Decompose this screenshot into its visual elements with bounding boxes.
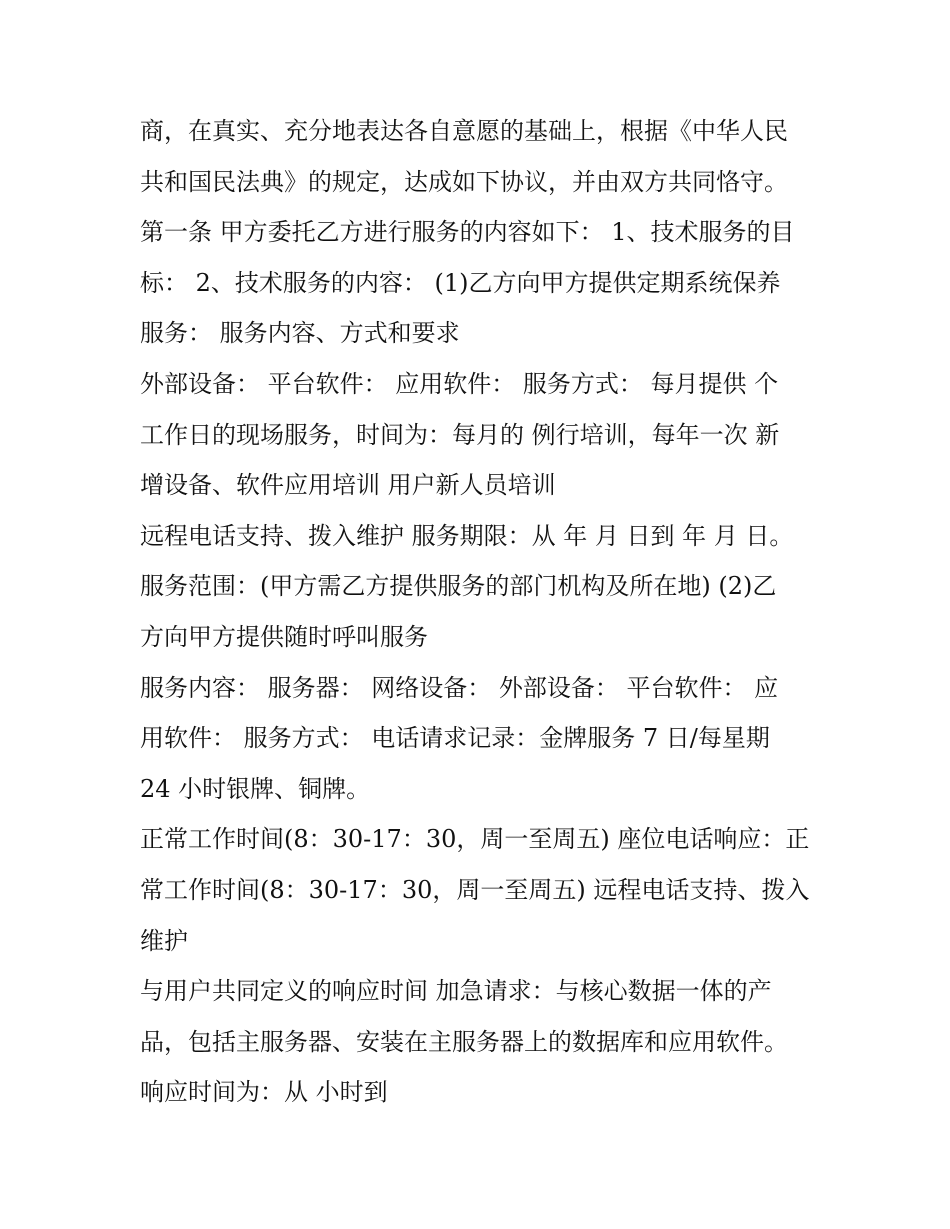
text-line-11: 方向甲方提供随时呼叫服务 [140,622,428,651]
text-line-8: 增设备、软件应用培训 用户新人员培训 [140,471,556,500]
text-line-14: 24 小时银牌、铜牌。 [140,774,371,803]
text-line-2: 共和国民法典》的规定，达成如下协议，并由双方共同恪守。 [140,167,788,196]
text-line-17: 维护 [140,926,188,955]
text-line-5: 服务： 服务内容、方式和要求 [140,319,460,348]
document-body [140,106,820,1118]
text-line-19: 品，包括主服务器、安装在主服务器上的数据库和应用软件。 [140,1027,788,1056]
text-line-6: 外部设备： 平台软件： 应用软件： 服务方式： 每月提供 个 [140,369,779,398]
text-line-18: 与用户共同定义的响应时间 加急请求：与核心数据一体的产 [140,977,772,1006]
text-line-7: 工作日的现场服务，时间为：每月的 例行培训，每年一次 新 [140,420,780,449]
text-line-9: 远程电话支持、拨入维护 服务期限：从 年 月 日到 年 月 日。 [140,521,794,550]
text-line-10: 服务范围：(甲方需乙方提供服务的部门机构及所在地) (2)乙 [140,572,777,601]
text-line-12: 服务内容： 服务器： 网络设备： 外部设备： 平台软件： 应 [140,673,779,702]
text-line-20: 响应时间为：从 小时到 [140,1078,388,1107]
text-line-16: 常工作时间(8：30-17：30，周一至周五) 远程电话支持、拨入 [140,875,810,904]
text-line-15: 正常工作时间(8：30-17：30，周一至周五) 座位电话响应：正 [140,825,810,854]
text-line-1: 商，在真实、充分地表达各自意愿的基础上，根据《中华人民 [140,117,788,145]
text-line-3: 第一条 甲方委托乙方进行服务的内容如下： 1、技术服务的目 [140,218,795,247]
text-line-4: 标： 2、技术服务的内容： (1)乙方向甲方提供定期系统保养 [140,268,781,297]
text-line-13: 用软件： 服务方式： 电话请求记录：金牌服务 7 日/每星期 [140,724,770,753]
